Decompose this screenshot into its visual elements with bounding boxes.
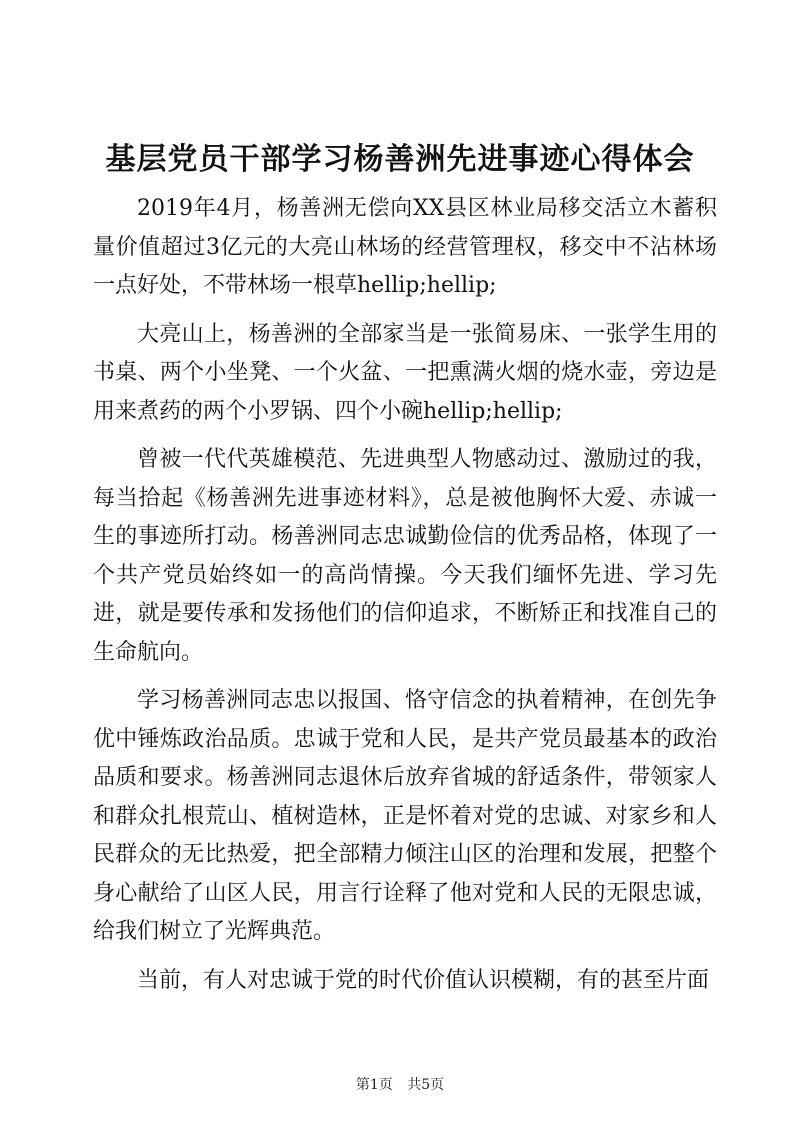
document-title: 基层党员干部学习杨善洲先进事迹心得体会 [105,142,695,177]
paragraph: 2019年4月，杨善洲无偿向XX县区林业局移交活立木蓄积量价值超过3亿元的大亮山林场的经营管理权，移交中不沾林场一点好处，不带林场一根草hellip;hellip; [93,196,717,298]
paragraph: 曾被一代代英雄模范、先进典型人物感动过、激励过的我，每当拾起《杨善洲先进事迹材料》，总是被他胸怀大爱、赤诚一生的事迹所打动。杨善洲同志忠诚勤俭信的优秀品格，体现了一个共产党员始终如一的高尚情操。今天我们缅怀先进、学习先进，就是要传承和发扬他们的信仰追求，不断矫正和找准自己的生命航向。 [93,447,717,665]
paragraph: 大亮山上，杨善洲的全部家当是一张简易床、一张学生用的书桌、两个小坐凳、一个火盆、一把熏满火烟的烧水壶，旁边是用来煮药的两个小罗锅、四个小碗hellip;hellip; [93,321,717,424]
page-footer [0,1075,800,1095]
paragraph: 学习杨善洲同志忠以报国、恪守信念的执着精神，在创先争优中锤炼政治品质。忠诚于党和人民，是共产党员最基本的政治品质和要求。杨善洲同志退休后放弃省城的舒适条件，带领家人和群众扎根荒山、植树造林，正是怀着对党的忠诚、对家乡和人民群众的无比热爱，把全部精力倾注山区的治理和发展，把整个身心献给了山区人民，用言行诠释了他对党和人民的无限忠诚，给我们树立了光辉典范。 [93,688,717,944]
page-number: 第1页 [355,1077,393,1093]
paragraph: 当前，有人对忠诚于党的时代价值认识模糊，有的甚至片面 [137,967,710,993]
document-body [93,190,717,1010]
page-total: 共5页 [407,1077,445,1093]
